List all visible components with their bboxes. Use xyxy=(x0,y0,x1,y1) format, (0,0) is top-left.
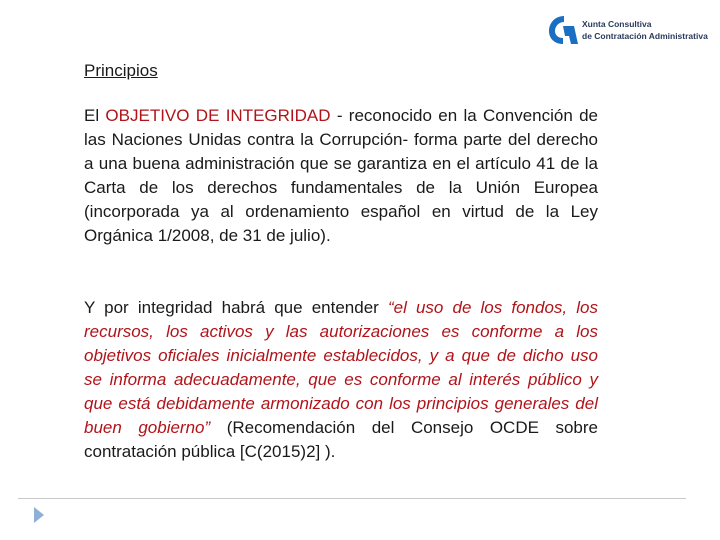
paragraph1-body: - reconocido en la Convención de las Naciones Unidas contra la Corrupción- forma parte del derecho a una buena administración que se garantiza en el artículo 41 de la Carta de los derechos fundamentales de la Unión Europea (incorporada ya al ordenamiento español en virtud de la Ley Orgánica 1/2008, de 31 de julio). xyxy=(84,106,598,245)
logo-line-1: Xunta Consultiva xyxy=(582,19,652,29)
logo-mark-icon xyxy=(547,14,579,46)
xunta-consultiva-logo xyxy=(547,14,712,48)
paragraph2-citation: (Recomendación del Consejo OCDE sobre contratación pública [C(2015)2] ). xyxy=(84,418,598,461)
paragraph-integrity-objective xyxy=(84,104,598,248)
footer-divider xyxy=(18,498,686,499)
paragraph-integrity-definition xyxy=(84,296,598,464)
integrity-definition-quote: “el uso de los fondos, los recursos, los activos y las autorizaciones es conforme a los objetivos oficiales inicialmente establecidos, y a que de dicho uso se informa adecuadamente, que es conforme al interés público y que está debidamente armonizado con los principios generales del buen gobierno” xyxy=(84,298,598,437)
paragraph2-intro: Y por integridad habrá que entender xyxy=(84,298,388,317)
triangle-bullet-icon xyxy=(32,505,46,525)
integrity-objective-highlight: OBJETIVO DE INTEGRIDAD xyxy=(105,106,331,125)
logo-text xyxy=(582,18,708,42)
logo-line-2: de Contratación Administrativa xyxy=(582,31,708,41)
paragraph1-intro: El xyxy=(84,106,106,125)
section-heading: Principios xyxy=(84,61,158,80)
